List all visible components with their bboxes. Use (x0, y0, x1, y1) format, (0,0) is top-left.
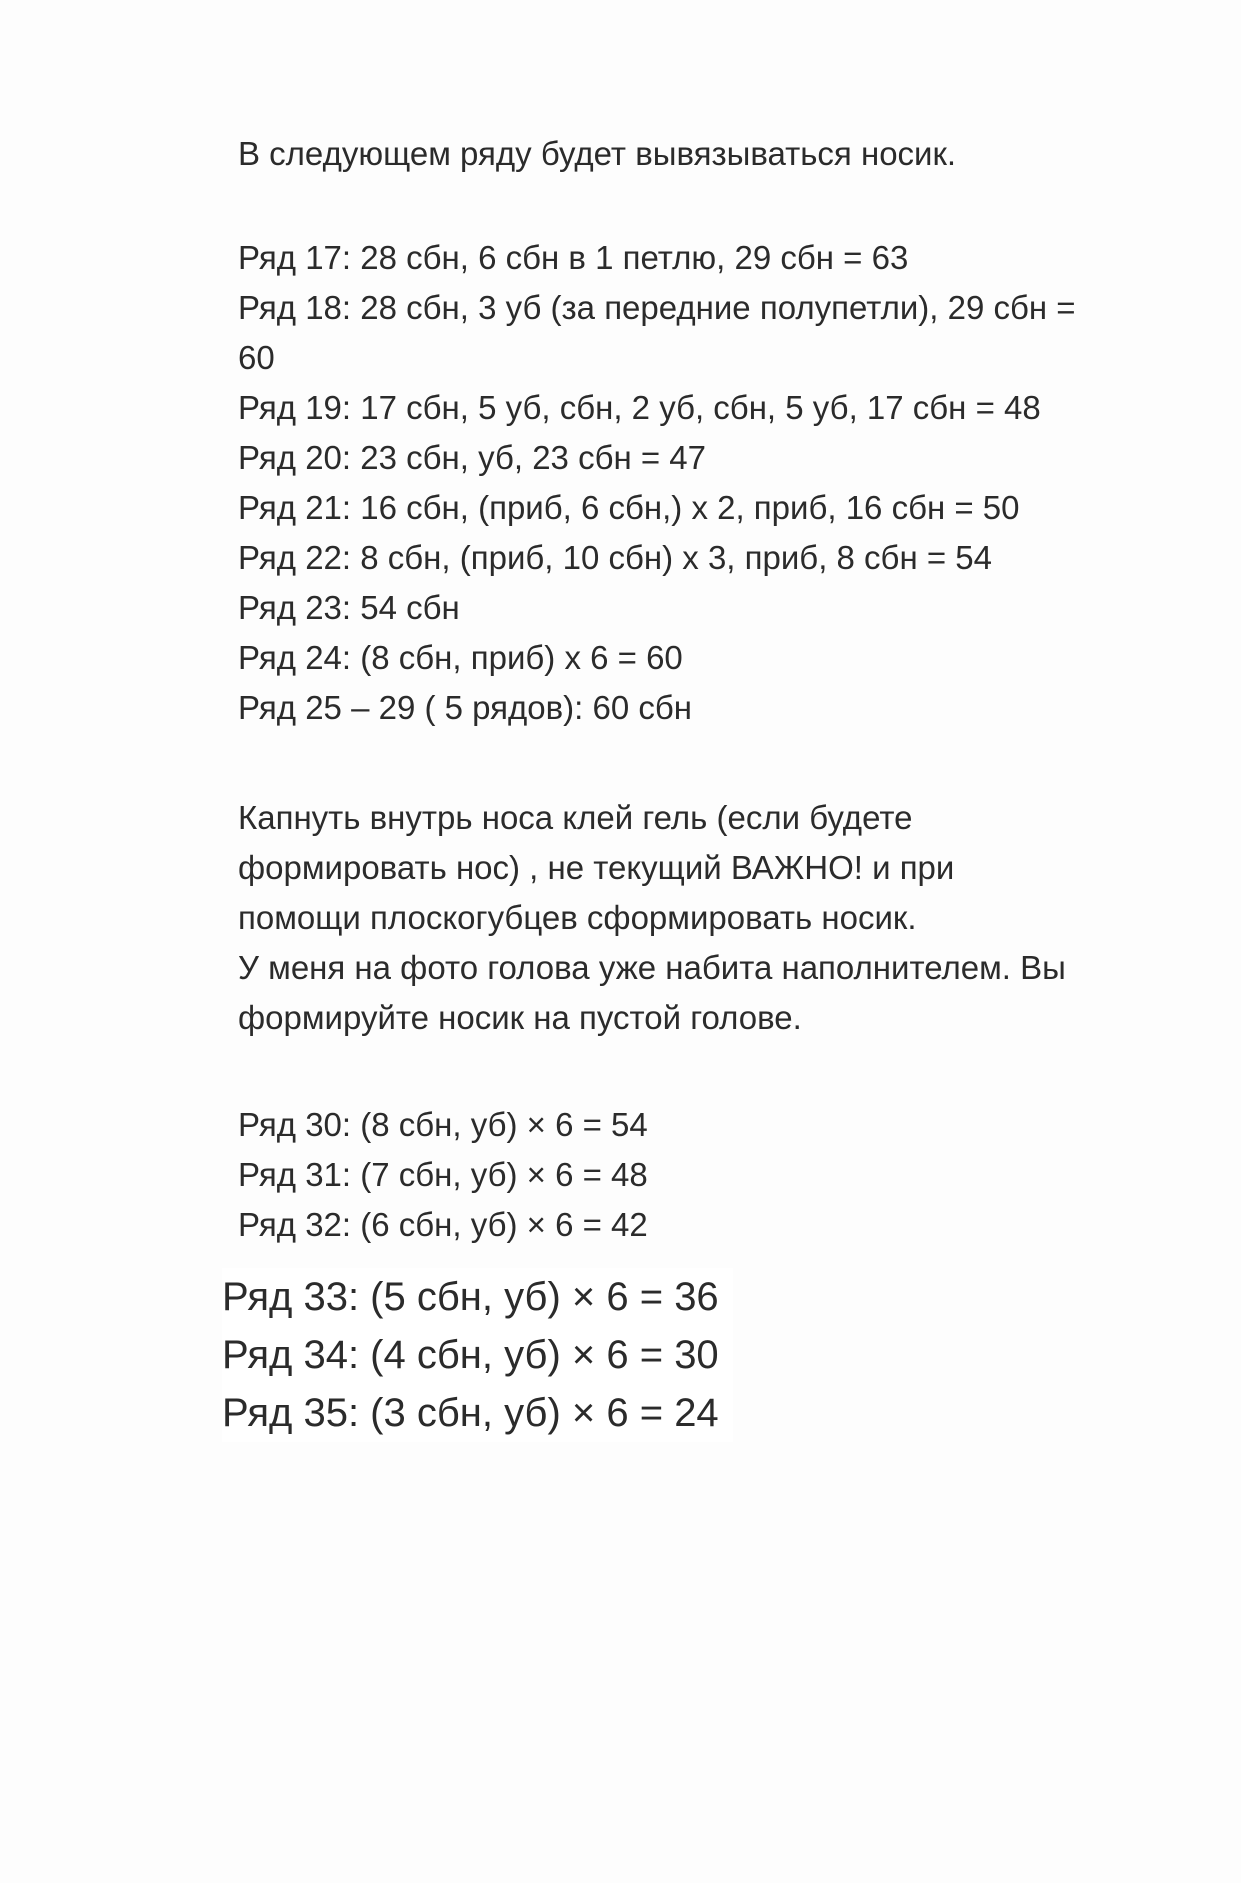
pattern-row-30: Ряд 30: (8 сбн, уб) × 6 = 54 (238, 1106, 648, 1143)
note-line: формируйте носик на пустой голове. (238, 999, 802, 1036)
pattern-row-20: Ряд 20: 23 сбн, уб, 23 сбн = 47 (238, 439, 707, 476)
pattern-row-25-29: Ряд 25 – 29 ( 5 рядов): 60 сбн (238, 689, 692, 726)
pattern-row-34-wrap (222, 1326, 1241, 1384)
pattern-row-24: Ряд 24: (8 сбн, приб) х 6 = 60 (238, 639, 683, 676)
note-line: У меня на фото голова уже набита наполнителем. Вы (238, 949, 1066, 986)
rows-section-17-29 (238, 233, 1241, 733)
note-line: помощи плоскогубцев сформировать носик. (238, 899, 917, 936)
rows-section-33-35 (222, 1268, 1241, 1442)
pattern-row-32: Ряд 32: (6 сбн, уб) × 6 = 42 (238, 1206, 648, 1243)
rows-section-30-32 (238, 1100, 1241, 1250)
pattern-row-33: Ряд 33: (5 сбн, уб) × 6 = 36 (222, 1268, 733, 1326)
pattern-row-18-wrap: 60 (238, 339, 275, 376)
pattern-row-17: Ряд 17: 28 сбн, 6 сбн в 1 петлю, 29 сбн = 63 (238, 239, 909, 276)
pattern-row-18: Ряд 18: 28 сбн, 3 уб (за передние полупетли), 29 сбн = (238, 289, 1076, 326)
pattern-row-31: Ряд 31: (7 сбн, уб) × 6 = 48 (238, 1156, 648, 1193)
pattern-row-33-wrap (222, 1268, 1241, 1326)
pattern-row-19: Ряд 19: 17 сбн, 5 уб, сбн, 2 уб, сбн, 5 уб, 17 сбн = 48 (238, 389, 1041, 426)
pattern-row-35-wrap (222, 1384, 1241, 1442)
pattern-row-34: Ряд 34: (4 сбн, уб) × 6 = 30 (222, 1326, 733, 1384)
note-line: формировать нос) , не текущий ВАЖНО! и при (238, 849, 955, 886)
glue-note-paragraph (238, 793, 1241, 1043)
pattern-row-22: Ряд 22: 8 сбн, (приб, 10 сбн) х 3, приб, 8 сбн = 54 (238, 539, 992, 576)
intro-text: В следующем ряду будет вывязываться носик. (238, 135, 957, 172)
document-page (0, 129, 1241, 1883)
pattern-row-23: Ряд 23: 54 сбн (238, 589, 460, 626)
pattern-row-35: Ряд 35: (3 сбн, уб) × 6 = 24 (222, 1384, 733, 1442)
pattern-row-21: Ряд 21: 16 сбн, (приб, 6 сбн,) х 2, приб, 16 сбн = 50 (238, 489, 1020, 526)
note-line: Капнуть внутрь носа клей гель (если будете (238, 799, 913, 836)
